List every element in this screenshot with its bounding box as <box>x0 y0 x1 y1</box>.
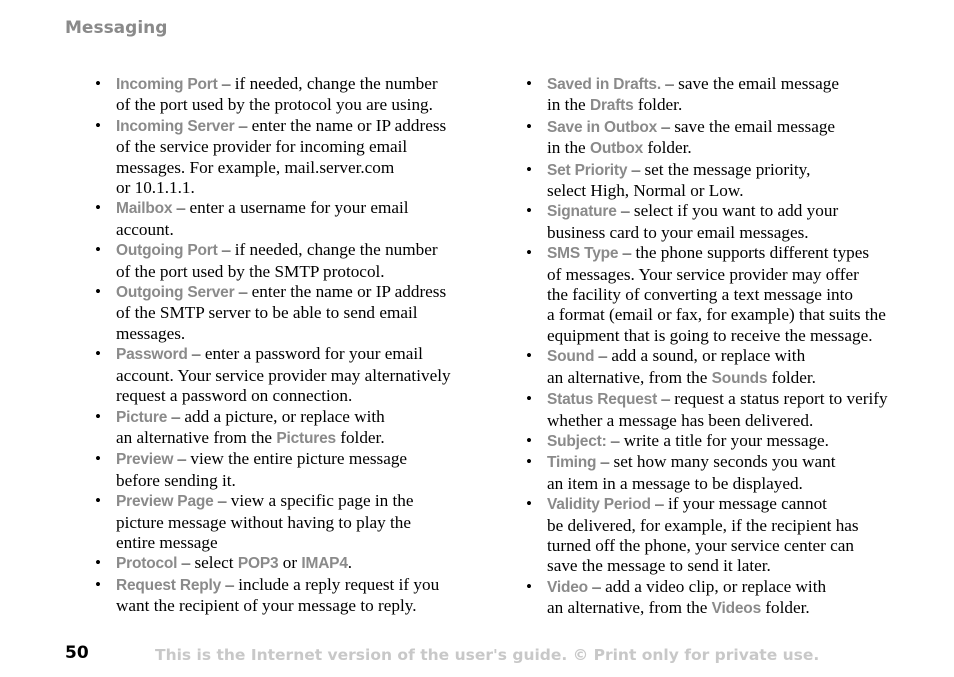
list-item <box>95 282 475 344</box>
option-term: Saved in Drafts. <box>547 76 661 93</box>
bullet-icon: • <box>95 574 102 594</box>
description-text: of the port used by the protocol you are using. <box>116 95 433 115</box>
list-item <box>95 491 475 553</box>
bullet-icon: • <box>526 243 533 263</box>
list-item <box>526 431 906 452</box>
description-text: – save the email message <box>657 116 836 136</box>
list-item <box>95 344 475 406</box>
option-term: Mailbox <box>116 200 173 218</box>
option-term: Sound <box>547 348 595 366</box>
bullet-icon: • <box>95 406 102 426</box>
bullet-icon: • <box>95 74 102 93</box>
bullet-icon: • <box>95 282 102 302</box>
description-text: – set how many seconds you want <box>596 452 836 472</box>
description-text: business card to your email messages. <box>547 222 809 242</box>
list-item <box>95 575 475 617</box>
list-item <box>526 201 906 243</box>
description-text: before sending it. <box>116 470 236 490</box>
option-term: Password <box>116 346 188 364</box>
description-text: – if your message cannot <box>650 494 827 514</box>
description-text: want the recipient of your message to reply. <box>116 596 417 616</box>
description-text: a format (email or fax, for example) that suits the <box>547 305 886 325</box>
description-text: – write a title for your message. <box>606 430 829 450</box>
description-text: messages. For example, mail.server.com <box>116 157 395 177</box>
option-term: Save in Outbox <box>547 118 658 136</box>
bullet-icon: • <box>526 74 533 93</box>
list-item <box>526 389 906 431</box>
description-text: – enter the name or IP address <box>234 282 447 302</box>
option-term: Incoming Server <box>116 117 235 135</box>
description-text: be delivered, for example, if the recipient has <box>547 515 859 535</box>
bullet-icon: • <box>526 430 533 450</box>
option-term: Outgoing Server <box>116 284 235 302</box>
list-item <box>95 449 475 491</box>
description-text: in the <box>547 138 590 158</box>
description-text: in the <box>547 95 590 115</box>
description-text: turned off the phone, your service center can <box>547 535 855 555</box>
description-text: an item in a message to be displayed. <box>547 473 803 493</box>
bullet-icon: • <box>526 452 533 472</box>
bullet-icon: • <box>95 115 102 135</box>
option-term: Status Request <box>547 391 658 409</box>
description-text: – select if you want to add your <box>616 201 839 221</box>
description-text: an alternative from the <box>116 427 277 447</box>
description-text: save the message to send it later. <box>547 556 771 576</box>
description-text: – enter the name or IP address <box>234 115 447 135</box>
description-text: – select <box>177 553 238 573</box>
list-item <box>95 74 475 116</box>
list-item <box>95 240 475 282</box>
description-text: – add a sound, or replace with <box>594 346 806 366</box>
bullet-icon: • <box>95 198 102 218</box>
description-text: – enter a password for your email <box>187 344 423 364</box>
bullet-icon: • <box>95 553 102 573</box>
right-column <box>526 74 906 620</box>
description-text: folder. <box>761 598 810 618</box>
description-text: select High, Normal or Low. <box>547 181 744 201</box>
bullet-icon: • <box>526 201 533 221</box>
list-item <box>526 243 906 346</box>
list-item <box>95 116 475 199</box>
description-text: – if needed, change the number <box>217 74 438 93</box>
bullet-icon: • <box>526 116 533 136</box>
description-text: of the port used by the SMTP protocol. <box>116 261 385 281</box>
list-item <box>526 577 906 620</box>
description-text: – view the entire picture message <box>173 449 408 469</box>
option-term: SMS Type <box>547 245 619 263</box>
bullet-icon: • <box>95 240 102 260</box>
page-number: 50 <box>65 643 89 663</box>
option-term: Preview Page <box>116 493 214 511</box>
option-term: Signature <box>547 203 617 221</box>
list-item <box>526 74 906 117</box>
list-item <box>526 494 906 577</box>
option-term: Outgoing Port <box>116 242 218 260</box>
description-text: folder. <box>633 95 683 115</box>
description-text: of messages. Your service provider may offer <box>547 264 859 284</box>
option-term: Set Priority <box>547 161 628 179</box>
list-item <box>526 117 906 160</box>
keyword: Drafts <box>589 97 634 115</box>
keyword: IMAP4 <box>301 555 348 573</box>
bullet-icon: • <box>526 576 533 596</box>
option-term: Validity Period <box>547 496 651 514</box>
description-text: whether a message has been delivered. <box>547 410 814 430</box>
bullet-icon: • <box>95 344 102 364</box>
description-text: or 10.1.1.1. <box>116 178 195 198</box>
description-text: equipment that is going to receive the message. <box>547 325 873 345</box>
description-text: folder. <box>767 367 816 387</box>
option-term: Timing <box>547 454 597 472</box>
description-text: messages. <box>116 323 186 343</box>
option-term: Picture <box>116 408 168 426</box>
list-item <box>95 198 475 240</box>
bullet-icon: • <box>526 389 533 409</box>
description-text: or <box>278 553 302 573</box>
option-term: Request Reply <box>116 576 222 594</box>
description-text: picture message without having to play the <box>116 512 411 532</box>
option-term: Incoming Port <box>116 76 218 93</box>
keyword: Outbox <box>589 140 644 158</box>
option-term: Preview <box>116 451 174 469</box>
bullet-icon: • <box>95 449 102 469</box>
description-text: of the service provider for incoming email <box>116 137 408 157</box>
page-header-title: Messaging <box>65 18 168 38</box>
bullet-icon: • <box>526 159 533 179</box>
description-text: – set the message priority, <box>627 159 811 179</box>
description-text: – request a status report to verify <box>657 389 888 409</box>
description-text: of the SMTP server to be able to send email <box>116 303 418 323</box>
description-text: entire message <box>116 532 218 552</box>
description-text: account. <box>116 219 174 239</box>
left-column <box>95 74 475 617</box>
description-text: folder. <box>643 138 692 158</box>
keyword: POP3 <box>237 555 279 573</box>
description-text: – add a picture, or replace with <box>167 406 385 426</box>
keyword: Sounds <box>711 369 768 387</box>
right-definition-list <box>526 74 906 620</box>
list-item <box>95 553 475 574</box>
description-text: . <box>347 553 353 573</box>
keyword: Pictures <box>276 429 336 447</box>
description-text: account. Your service provider may alternatively <box>116 365 451 385</box>
option-term: Video <box>547 578 588 596</box>
list-item <box>526 452 906 494</box>
description-text: the facility of converting a text message into <box>547 285 853 305</box>
bullet-icon: • <box>95 491 102 511</box>
list-item <box>526 160 906 202</box>
description-text: an alternative, from the <box>547 598 712 618</box>
description-text: – the phone supports different types <box>618 243 870 263</box>
description-text: folder. <box>335 427 385 447</box>
description-text: – view a specific page in the <box>213 491 414 511</box>
footer-notice: This is the Internet version of the user's guide. © Print only for private use. <box>155 646 820 664</box>
left-definition-list <box>95 74 475 617</box>
option-term: Subject: <box>547 432 607 450</box>
keyword: Videos <box>711 600 761 618</box>
description-text: an alternative, from the <box>547 367 712 387</box>
description-text: – include a reply request if you <box>221 574 440 594</box>
bullet-icon: • <box>526 346 533 366</box>
option-term: Protocol <box>116 555 178 573</box>
description-text: – add a video clip, or replace with <box>587 576 827 596</box>
list-item <box>95 407 475 450</box>
description-text: – if needed, change the number <box>217 240 438 260</box>
list-item <box>526 346 906 389</box>
description-text: – save the email message <box>660 74 839 93</box>
description-text: request a password on connection. <box>116 386 353 406</box>
description-text: – enter a username for your email <box>172 198 409 218</box>
bullet-icon: • <box>526 494 533 514</box>
